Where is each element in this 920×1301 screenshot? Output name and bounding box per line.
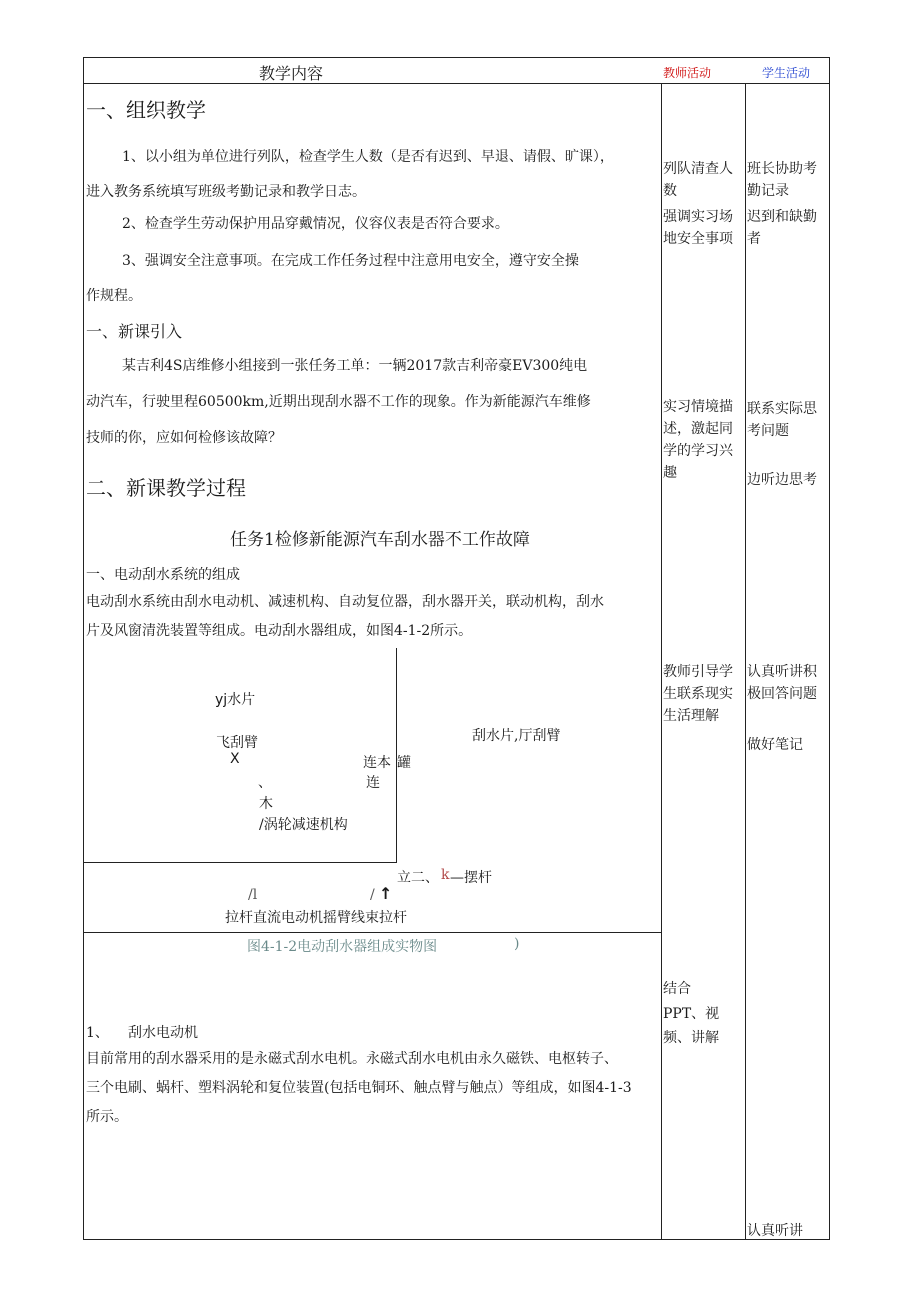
figure-label-x: X <box>230 751 240 767</box>
figure-label-slash-l: /l <box>248 887 258 903</box>
student-activity-latecomers: 迟到和缺勤者 <box>747 209 817 247</box>
table-border-right <box>829 57 830 1240</box>
intro-line-1: 某吉利4S店维修小组接到一张任务工单：一辆2017款吉利帝豪EV300纯电 <box>122 358 588 374</box>
figure-label-slash: / <box>370 887 375 903</box>
figure-label-parts-row: 拉杆直流电动机摇臂线束拉杆 <box>225 910 407 926</box>
figure-row-divider <box>83 932 662 933</box>
subsection-title-composition: 一、电动刮水系统的组成 <box>86 567 240 583</box>
column-divider-teacher <box>661 83 662 1240</box>
subsection-number-motor: 1、 <box>86 1025 109 1041</box>
motor-para-b: 三个电刷、蜗杆、塑料涡轮和复位装置(包括电铜环、触点臂与触点）等组成，如图4-1-3 <box>86 1080 632 1096</box>
teacher-activity-guide: 教师引导学生联系现实生活理解 <box>663 664 733 724</box>
student-activity-attendance: 班长协助考勤记录 <box>747 161 817 199</box>
motor-para-a: 目前常用的刮水器采用的是永磁式刮水电机。永磁式刮水电机由永久磁铁、电枢转子、 <box>86 1051 618 1067</box>
teacher-activity-safety: 强调实习场地安全事项 <box>663 209 733 247</box>
figure-label-wood: 木 <box>259 796 273 812</box>
intro-line-3: 技师的你，应如何检修该故障？ <box>86 430 282 446</box>
student-activity-answer: 认真听讲积极回答问题 <box>747 664 817 702</box>
table-border-left <box>83 57 84 1240</box>
figure-frame-bottom <box>83 862 397 863</box>
teacher-activity-roll-call: 列队清查人数 <box>663 161 733 199</box>
item2-line: 2、检查学生劳动保护用品穿戴情况，仪容仪表是否符合要求。 <box>122 216 509 232</box>
teacher-activity-ppt-video: PPT、视频、讲解 <box>663 1006 720 1046</box>
figure-caption: 图4-1-2电动刮水器组成实物图 <box>247 939 438 955</box>
task-title: 任务1检修新能源汽车刮水器不工作故障 <box>230 530 530 550</box>
composition-para-a: 电动刮水系统由刮水电动机、减速机构、自动复位器，刮水器开关，联动机构，刮水 <box>86 594 604 610</box>
composition-para-b: 片及风窗清洗装置等组成。电动刮水器组成，如图4-1-2所示。 <box>86 623 473 639</box>
figure-label-k: k <box>441 867 450 883</box>
figure-label-can: 罐 <box>397 755 411 771</box>
figure-label-comma: 、 <box>258 775 272 791</box>
item3-line-a: 3、强调安全注意事项。在完成工作任务过程中注意用电安全，遵守安全操 <box>122 253 579 269</box>
figure-label-link: 连 <box>366 775 380 791</box>
section-title-intro: 一、新课引入 <box>86 322 183 341</box>
figure-label-wiper-arm: 飞刮臂 <box>216 735 258 751</box>
figure-caption-paren: ) <box>514 936 520 952</box>
teacher-activity-combine: 结合 <box>663 981 691 997</box>
student-activity-think: 联系实际思考问题 <box>747 401 817 439</box>
figure-label-rocker: —摆杆 <box>450 870 492 886</box>
table-border-top <box>83 57 830 58</box>
item3-line-b: 作规程。 <box>86 288 142 304</box>
item1-line-b: 进入教务系统填写班级考勤记录和教学日志。 <box>86 184 366 200</box>
teacher-activity-scenario: 实习情境描述，激起同学的学习兴趣 <box>663 399 733 481</box>
up-arrow-icon: ↑ <box>379 884 393 903</box>
item1-line-a: 1、以小组为单位进行列队，检查学生人数（是否有迟到、早退、请假、旷课）， <box>122 149 614 165</box>
intro-line-2: 动汽车，行驶里程60500km,近期出现刮水器不工作的现象。作为新能源汽车维修 <box>86 394 591 410</box>
header-teacher-label: 教师活动 <box>663 66 712 80</box>
section-title-organize: 一、组织教学 <box>86 98 206 122</box>
figure-label-stand: 立二、 <box>397 870 439 886</box>
subsection-title-motor: 刮水电动机 <box>128 1025 198 1041</box>
figure-label-linkage: 连本 <box>363 755 391 771</box>
figure-label-worm-gear: /涡轮减速机构 <box>259 817 348 833</box>
header-divider <box>83 83 830 84</box>
student-activity-listen-think: 边听边思考 <box>747 472 817 488</box>
column-divider-student <box>745 83 746 1240</box>
figure-label-blade-arm: 刮水片,厅刮臂 <box>472 728 561 744</box>
motor-para-c: 所示。 <box>86 1109 128 1125</box>
figure-label-wiper-blade: yj水片 <box>215 692 256 708</box>
student-activity-listen: 认真听讲 <box>747 1223 803 1239</box>
student-activity-notes: 做好笔记 <box>747 737 803 753</box>
table-border-bottom <box>83 1239 830 1240</box>
section-title-process: 二、新课教学过程 <box>86 476 246 500</box>
header-student-label: 学生活动 <box>762 66 811 80</box>
header-content-label: 教学内容 <box>259 64 324 83</box>
